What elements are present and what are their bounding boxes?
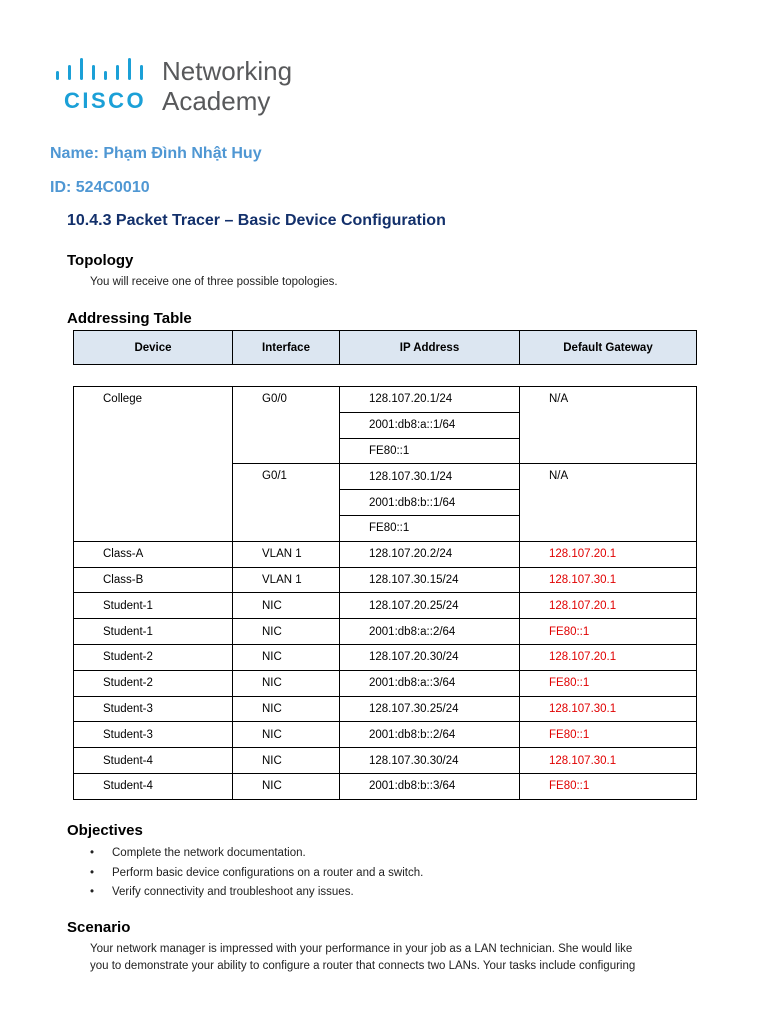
cell-device: Student-3 [74, 696, 233, 722]
cell-gateway: 128.107.20.1 [520, 541, 697, 567]
cell-ip: 2001:db8:a::3/64 [340, 670, 520, 696]
topology-text: You will receive one of three possible topologies. [90, 276, 338, 288]
cell-device: Student-2 [74, 644, 233, 670]
addressing-table [73, 386, 697, 800]
cell-interface: G0/0 [233, 387, 340, 464]
table-row [74, 696, 697, 722]
list-item: • Verify connectivity and troubleshoot any issues. [90, 884, 423, 904]
cell-device: Student-1 [74, 619, 233, 645]
cell-interface: G0/1 [233, 464, 340, 541]
cell-ip: 128.107.30.15/24 [340, 567, 520, 593]
cell-device: Student-3 [74, 722, 233, 748]
column-header-ip-address: IP Address [340, 331, 520, 365]
cell-device: Class-A [74, 541, 233, 567]
scenario-text-line-2: you to demonstrate your ability to configure a router that connects two LANs. Your tasks include configuring [90, 960, 636, 972]
cell-interface: NIC [233, 748, 340, 774]
list-item: • Complete the network documentation. [90, 845, 423, 865]
column-header-interface: Interface [233, 331, 340, 365]
cisco-wordmark: CISCO [64, 88, 147, 113]
cisco-bars-icon [52, 56, 152, 80]
cell-interface: NIC [233, 773, 340, 799]
student-name: Name: Phạm Đình Nhật Huy [50, 145, 262, 162]
cell-ip: 2001:db8:a::2/64 [340, 619, 520, 645]
cell-gateway: 128.107.20.1 [520, 644, 697, 670]
column-header-device: Device [74, 331, 233, 365]
student-id: ID: 524C0010 [50, 179, 150, 196]
cell-ip: 128.107.20.2/24 [340, 541, 520, 567]
cell-ip: 128.107.20.25/24 [340, 593, 520, 619]
cell-ip: 128.107.30.1/24 [340, 464, 520, 490]
scenario-text-line-1: Your network manager is impressed with your performance in your job as a LAN technician. She would like [90, 943, 633, 955]
cell-interface: VLAN 1 [233, 541, 340, 567]
cell-interface: NIC [233, 722, 340, 748]
table-row [74, 619, 697, 645]
logo-networking: Networking [162, 56, 293, 86]
cell-gateway: FE80::1 [520, 619, 697, 645]
cell-gateway: 128.107.30.1 [520, 567, 697, 593]
cell-gateway: FE80::1 [520, 670, 697, 696]
cell-interface: NIC [233, 593, 340, 619]
cell-ip: 128.107.30.25/24 [340, 696, 520, 722]
scenario-heading: Scenario [67, 919, 131, 936]
cell-ip: 2001:db8:b::3/64 [340, 773, 520, 799]
table-row [74, 722, 697, 748]
table-row [74, 748, 697, 774]
table-row [74, 670, 697, 696]
cell-interface: NIC [233, 670, 340, 696]
table-row [74, 644, 697, 670]
cell-device: Student-4 [74, 773, 233, 799]
addressing-table-heading: Addressing Table [67, 310, 192, 327]
addressing-table-header [73, 330, 697, 365]
cell-gateway: N/A [520, 464, 697, 541]
cell-gateway: 128.107.20.1 [520, 593, 697, 619]
cell-ip: 128.107.20.30/24 [340, 644, 520, 670]
list-item: • Perform basic device configurations on a router and a switch. [90, 865, 423, 885]
cell-device: Class-B [74, 567, 233, 593]
cell-device: Student-2 [74, 670, 233, 696]
objectives-heading: Objectives [67, 822, 143, 839]
cell-ip: 2001:db8:a::1/64 [340, 412, 520, 438]
cell-interface: NIC [233, 644, 340, 670]
cell-interface: NIC [233, 619, 340, 645]
cell-interface: VLAN 1 [233, 567, 340, 593]
cell-interface: NIC [233, 696, 340, 722]
cell-ip: 128.107.20.1/24 [340, 387, 520, 413]
cell-device: Student-4 [74, 748, 233, 774]
column-header-default-gateway: Default Gateway [520, 331, 697, 365]
table-row [74, 593, 697, 619]
cell-gateway: N/A [520, 387, 697, 464]
cell-gateway: 128.107.30.1 [520, 748, 697, 774]
table-row [74, 567, 697, 593]
cell-ip: 128.107.30.30/24 [340, 748, 520, 774]
cell-ip: 2001:db8:b::1/64 [340, 490, 520, 516]
objectives-list [90, 845, 423, 904]
table-row [74, 541, 697, 567]
cell-ip: 2001:db8:b::2/64 [340, 722, 520, 748]
cell-gateway: FE80::1 [520, 773, 697, 799]
cell-ip: FE80::1 [340, 438, 520, 464]
topology-heading: Topology [67, 252, 134, 269]
cell-device: Student-1 [74, 593, 233, 619]
table-row [74, 387, 697, 413]
logo-academy: Academy [162, 86, 271, 116]
cell-device: College [74, 387, 233, 542]
document-title: 10.4.3 Packet Tracer – Basic Device Configuration [67, 212, 446, 229]
cell-gateway: FE80::1 [520, 722, 697, 748]
table-row [74, 773, 697, 799]
cell-ip: FE80::1 [340, 515, 520, 541]
cell-gateway: 128.107.30.1 [520, 696, 697, 722]
